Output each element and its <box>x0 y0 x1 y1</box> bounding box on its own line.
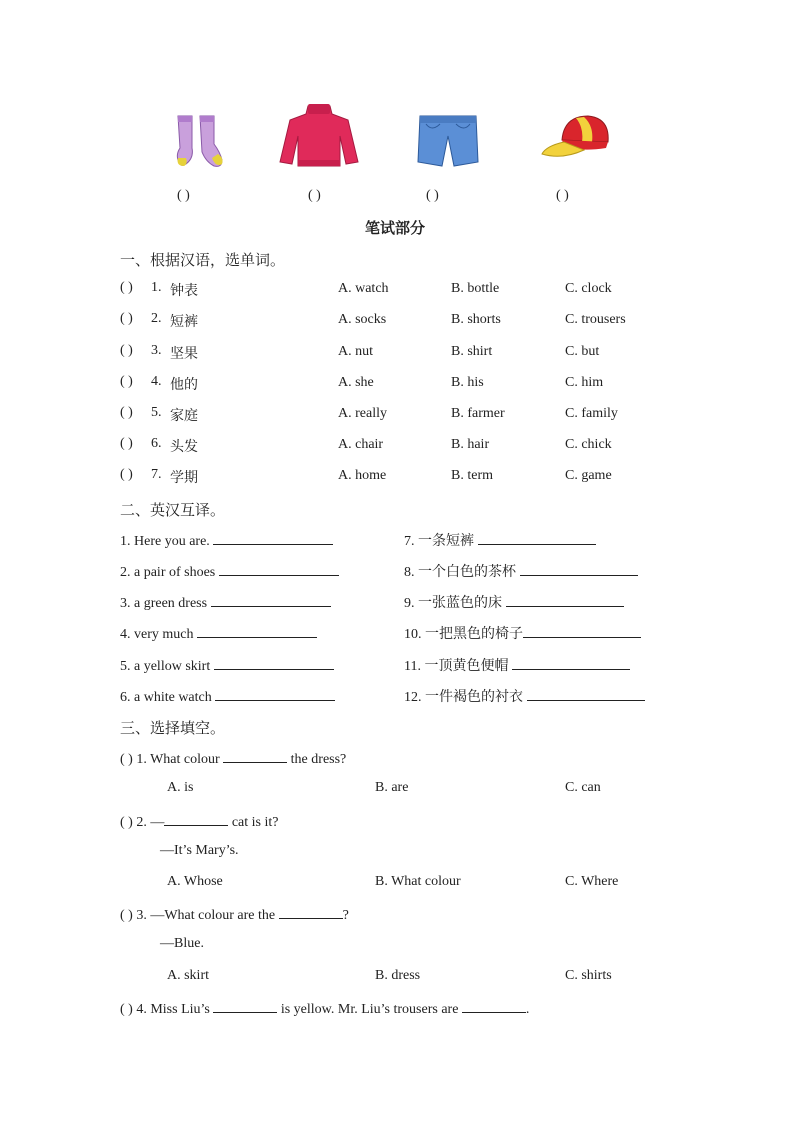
sweater-icon <box>278 102 360 170</box>
answer-blank[interactable] <box>512 656 630 670</box>
translation-item: 5. a yellow skirt <box>120 656 334 675</box>
option-b: B. shirt <box>451 344 493 359</box>
page-title: 笔试部分 <box>365 221 426 237</box>
option-c: C. trousers <box>565 312 626 327</box>
answer-blank[interactable] <box>219 562 339 576</box>
option-b: B. his <box>451 375 484 390</box>
translation-item: 11. 一顶黄色便帽 <box>404 655 630 675</box>
translation-item: 7. 一条短裤 <box>404 530 596 550</box>
picture-answer-paren[interactable]: ( ) <box>556 188 569 203</box>
option-c: C. shirts <box>565 968 612 983</box>
answer-paren[interactable]: ( ) <box>120 752 133 767</box>
option-a: A. she <box>338 375 374 390</box>
option-b: B. hair <box>451 437 490 452</box>
section-2-heading: 二、英汉互译。 <box>120 503 226 519</box>
item-number: 4. <box>151 374 162 389</box>
question-2: ( ) 2. — cat is it? <box>120 812 278 831</box>
option-c: C. him <box>565 375 604 390</box>
translation-item: 1. Here you are. <box>120 531 333 550</box>
answer-blank[interactable] <box>478 531 596 545</box>
question-3: ( ) 3. —What colour are the ? <box>120 905 349 924</box>
option-b: B. are <box>375 780 409 795</box>
translation-item: 3. a green dress <box>120 593 331 612</box>
answer-paren[interactable]: ( ) <box>120 374 133 389</box>
option-a: A. is <box>167 780 194 795</box>
option-a: A. watch <box>338 281 389 296</box>
section-1-heading: 一、根据汉语，选单词。 <box>120 253 286 269</box>
question-4: ( ) 4. Miss Liu’s is yellow. Mr. Liu’s trousers are . <box>120 999 529 1018</box>
chinese-word: 学期 <box>170 471 198 486</box>
translation-item: 6. a white watch <box>120 687 335 706</box>
answer-blank[interactable] <box>213 999 277 1013</box>
answer-paren[interactable]: ( ) <box>120 311 133 326</box>
option-a: A. really <box>338 406 387 421</box>
chinese-word: 他的 <box>170 378 198 393</box>
question-1: ( ) 1. What colour the dress? <box>120 749 346 768</box>
answer-blank[interactable] <box>506 593 624 607</box>
answer-blank[interactable] <box>214 656 334 670</box>
answer-blank[interactable] <box>523 624 641 638</box>
answer-blank[interactable] <box>197 624 317 638</box>
answer-blank[interactable] <box>462 999 526 1013</box>
answer-paren[interactable]: ( ) <box>120 343 133 358</box>
picture-answer-paren[interactable]: ( ) <box>426 188 439 203</box>
answer-paren[interactable]: ( ) <box>120 405 133 420</box>
chinese-word: 家庭 <box>170 409 198 424</box>
option-a: A. chair <box>338 437 384 452</box>
option-c: C. chick <box>565 437 612 452</box>
option-c: C. but <box>565 344 600 359</box>
option-a: A. home <box>338 468 387 483</box>
translation-item: 10. 一把黑色的椅子 <box>404 623 641 643</box>
answer-paren[interactable]: ( ) <box>120 280 133 295</box>
item-number: 7. <box>151 467 162 482</box>
shorts-icon <box>416 112 480 168</box>
item-number: 5. <box>151 405 162 420</box>
dialogue-answer: —Blue. <box>160 936 204 951</box>
option-a: A. socks <box>338 312 387 327</box>
answer-blank[interactable] <box>213 531 333 545</box>
answer-blank[interactable] <box>279 905 343 919</box>
option-b: B. shorts <box>451 312 501 327</box>
option-b: B. term <box>451 468 493 483</box>
translation-item: 9. 一张蓝色的床 <box>404 592 624 612</box>
option-c: C. game <box>565 468 612 483</box>
item-number: 3. <box>151 343 162 358</box>
section-3-heading: 三、选择填空。 <box>120 721 226 737</box>
item-number: 6. <box>151 436 162 451</box>
translation-item: 4. very much <box>120 624 317 643</box>
option-a: A. Whose <box>167 874 223 889</box>
option-b: B. bottle <box>451 281 500 296</box>
answer-blank[interactable] <box>211 593 331 607</box>
cap-icon <box>540 112 612 162</box>
translation-item: 12. 一件褐色的衬衣 <box>404 686 645 706</box>
chinese-word: 钟表 <box>170 284 198 299</box>
picture-answer-paren[interactable]: ( ) <box>308 188 321 203</box>
answer-blank[interactable] <box>223 749 287 763</box>
answer-paren[interactable]: ( ) <box>120 436 133 451</box>
item-number: 1. <box>151 280 162 295</box>
answer-paren[interactable]: ( ) <box>120 467 133 482</box>
socks-icon <box>172 112 224 172</box>
item-number: 2. <box>151 311 162 326</box>
answer-blank[interactable] <box>527 687 645 701</box>
option-b: B. dress <box>375 968 421 983</box>
answer-blank[interactable] <box>164 812 228 826</box>
option-c: C. family <box>565 406 618 421</box>
translation-item: 8. 一个白色的茶杯 <box>404 561 638 581</box>
answer-blank[interactable] <box>215 687 335 701</box>
answer-paren[interactable]: ( ) <box>120 815 133 830</box>
answer-paren[interactable]: ( ) <box>120 908 133 923</box>
option-c: C. Where <box>565 874 619 889</box>
answer-blank[interactable] <box>520 562 638 576</box>
chinese-word: 头发 <box>170 440 198 455</box>
option-a: A. nut <box>338 344 373 359</box>
answer-paren[interactable]: ( ) <box>120 1002 133 1017</box>
option-c: C. clock <box>565 281 612 296</box>
translation-item: 2. a pair of shoes <box>120 562 339 581</box>
chinese-word: 坚果 <box>170 347 198 362</box>
option-b: B. What colour <box>375 874 461 889</box>
option-b: B. farmer <box>451 406 505 421</box>
chinese-word: 短裤 <box>170 315 198 330</box>
option-c: C. can <box>565 780 601 795</box>
picture-answer-paren[interactable]: ( ) <box>177 188 190 203</box>
option-a: A. skirt <box>167 968 209 983</box>
dialogue-answer: —It’s Mary’s. <box>160 843 239 858</box>
